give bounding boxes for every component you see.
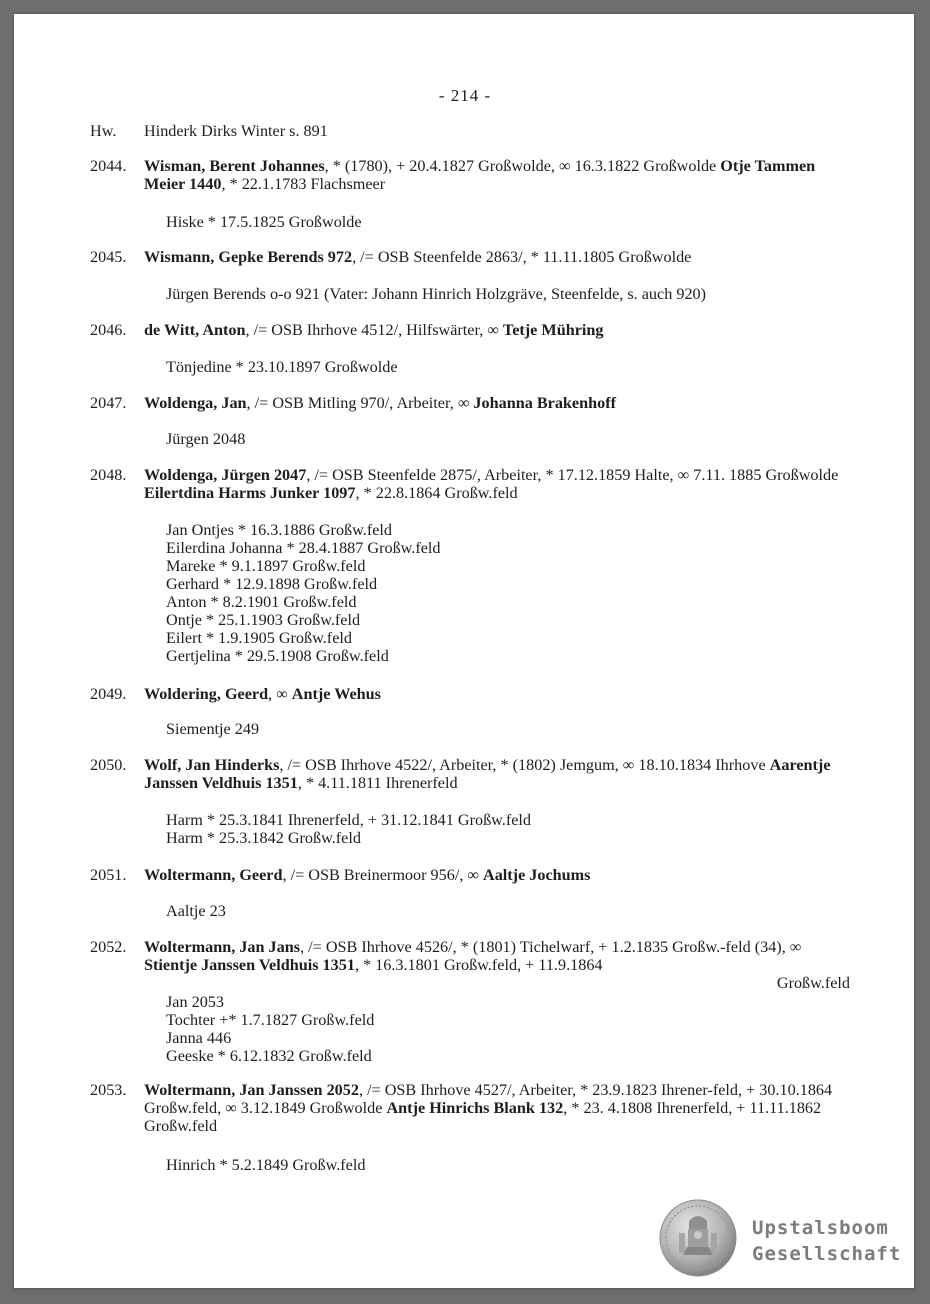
entry-text: Wolf, Jan Hinderks, /= OSB Ihrhove 4522/, Arbeiter, * (1802) Jemgum, ∞ 18.10.1834 Ihrhove Aarentje Janssen Veldhuis 1351, * 4.11.1811 Ihrenerfeld (144, 756, 831, 792)
hw-entry (90, 122, 850, 140)
child-item: Hiske * 17.5.1825 Großwolde (166, 213, 362, 231)
entry-2051 (90, 866, 850, 884)
children-2047 (166, 430, 846, 448)
entry-number: 2044. (90, 157, 127, 175)
child-item: Gerhard * 12.9.1898 Großw.feld (166, 575, 378, 593)
brand-logo-text (752, 1215, 901, 1267)
entry-2050 (90, 756, 850, 792)
child-item: Anton * 8.2.1901 Großw.feld (166, 593, 357, 611)
entry-number: 2053. (90, 1081, 127, 1099)
entry-2053 (90, 1081, 850, 1135)
entry-number: 2050. (90, 756, 127, 774)
entry-tail: Großw.feld (776, 974, 850, 992)
children-2048 (166, 521, 846, 665)
child-item: Hinrich * 5.2.1849 Großw.feld (166, 1156, 366, 1174)
entry-2044 (90, 157, 850, 193)
children-2045 (166, 285, 846, 303)
child-item: Gertjelina * 29.5.1908 Großw.feld (166, 647, 389, 665)
entry-text: Woldenga, Jürgen 2047, /= OSB Steenfelde 2875/, Arbeiter, * 17.12.1859 Halte, ∞ 7.11. 1885 Großwolde Eilertdina Harms Junker 1097, * 22.8.1864 Großw.feld (144, 466, 839, 502)
entry-2045 (90, 248, 850, 266)
child-item: Jan Ontjes * 16.3.1886 Großw.feld (166, 521, 392, 539)
entry-number: 2046. (90, 321, 127, 339)
entry-number: 2048. (90, 466, 127, 484)
entry-text: Wisman, Berent Johannes, * (1780), + 20.4.1827 Großwolde, ∞ 16.3.1822 Großwolde Otje Tammen Meier 1440, * 22.1.1783 Flachsmeer (144, 157, 816, 193)
entry-text: Woltermann, Jan Janssen 2052, /= OSB Ihrhove 4527/, Arbeiter, * 23.9.1823 Ihrener-feld, + 30.10.1864 Großw.feld, ∞ 3.12.1849 Großwolde Antje Hinrichs Blank 132, * 23. 4.1808 Ihrenerfeld, + 11.11.1862 Großw.feld (144, 1081, 833, 1135)
children-2044 (166, 213, 846, 231)
entry-text: Wismann, Gepke Berends 972, /= OSB Steenfelde 2863/, * 11.11.1805 Großwolde (144, 248, 692, 266)
entry-text: Woltermann, Jan Jans, /= OSB Ihrhove 4526/, * (1801) Tichelwarf, + 1.2.1835 Großw.-feld (34), ∞ Stientje Janssen Veldhuis 1351, * 16.3.1801 Großw.feld, + 11.9.1864 (144, 938, 802, 974)
child-item: Eilert * 1.9.1905 Großw.feld (166, 629, 352, 647)
child-item: Harm * 25.3.1842 Großw.feld (166, 829, 361, 847)
children-2050 (166, 811, 846, 847)
entry-number: 2045. (90, 248, 127, 266)
seal-icon (659, 1199, 737, 1277)
child-item: Tochter +* 1.7.1827 Großw.feld (166, 1011, 375, 1029)
hw-text: Hinderk Dirks Winter s. 891 (144, 122, 328, 140)
child-item: Jan 2053 (166, 993, 224, 1011)
entry-2046 (90, 321, 850, 339)
entry-2047 (90, 394, 850, 412)
entry-number: 2051. (90, 866, 127, 884)
entry-number: 2049. (90, 685, 127, 703)
hw-label: Hw. (90, 122, 117, 140)
entry-text: Woltermann, Geerd, /= OSB Breinermoor 956/, ∞ Aaltje Jochums (144, 866, 591, 884)
child-item: Eilerdina Johanna * 28.4.1887 Großw.feld (166, 539, 441, 557)
brand-line-1: Upstalsboom (752, 1217, 889, 1239)
child-item: Geeske * 6.12.1832 Großw.feld (166, 1047, 372, 1065)
brand-line-2: Gesellschaft (752, 1243, 902, 1265)
children-2049 (166, 720, 846, 738)
child-item: Tönjedine * 23.10.1897 Großwolde (166, 358, 398, 376)
child-item: Siementje 249 (166, 720, 260, 738)
entry-2048 (90, 466, 850, 502)
children-2051 (166, 902, 846, 920)
child-item: Janna 446 (166, 1029, 232, 1047)
child-item: Aaltje 23 (166, 902, 226, 920)
child-item: Jürgen Berends o-o 921 (Vater: Johann Hinrich Holzgräve, Steenfelde, s. auch 920) (166, 285, 707, 303)
child-item: Harm * 25.3.1841 Ihrenerfeld, + 31.12.1841 Großw.feld (166, 811, 532, 829)
children-2046 (166, 358, 846, 376)
child-item: Ontje * 25.1.1903 Großw.feld (166, 611, 361, 629)
children-2053 (166, 1156, 846, 1174)
page-number: - 214 - (438, 86, 492, 105)
entry-number: 2047. (90, 394, 127, 412)
child-item: Jürgen 2048 (166, 430, 246, 448)
child-item: Mareke * 9.1.1897 Großw.feld (166, 557, 366, 575)
entry-text: de Witt, Anton, /= OSB Ihrhove 4512/, Hilfswärter, ∞ Tetje Mühring (144, 321, 604, 339)
entry-2049 (90, 685, 850, 703)
entry-text: Woldering, Geerd, ∞ Antje Wehus (144, 685, 381, 703)
entry-2052 (90, 938, 850, 992)
entry-text: Woldenga, Jan, /= OSB Mitling 970/, Arbeiter, ∞ Johanna Brakenhoff (144, 394, 616, 412)
children-2052 (166, 993, 846, 1065)
entry-number: 2052. (90, 938, 127, 956)
